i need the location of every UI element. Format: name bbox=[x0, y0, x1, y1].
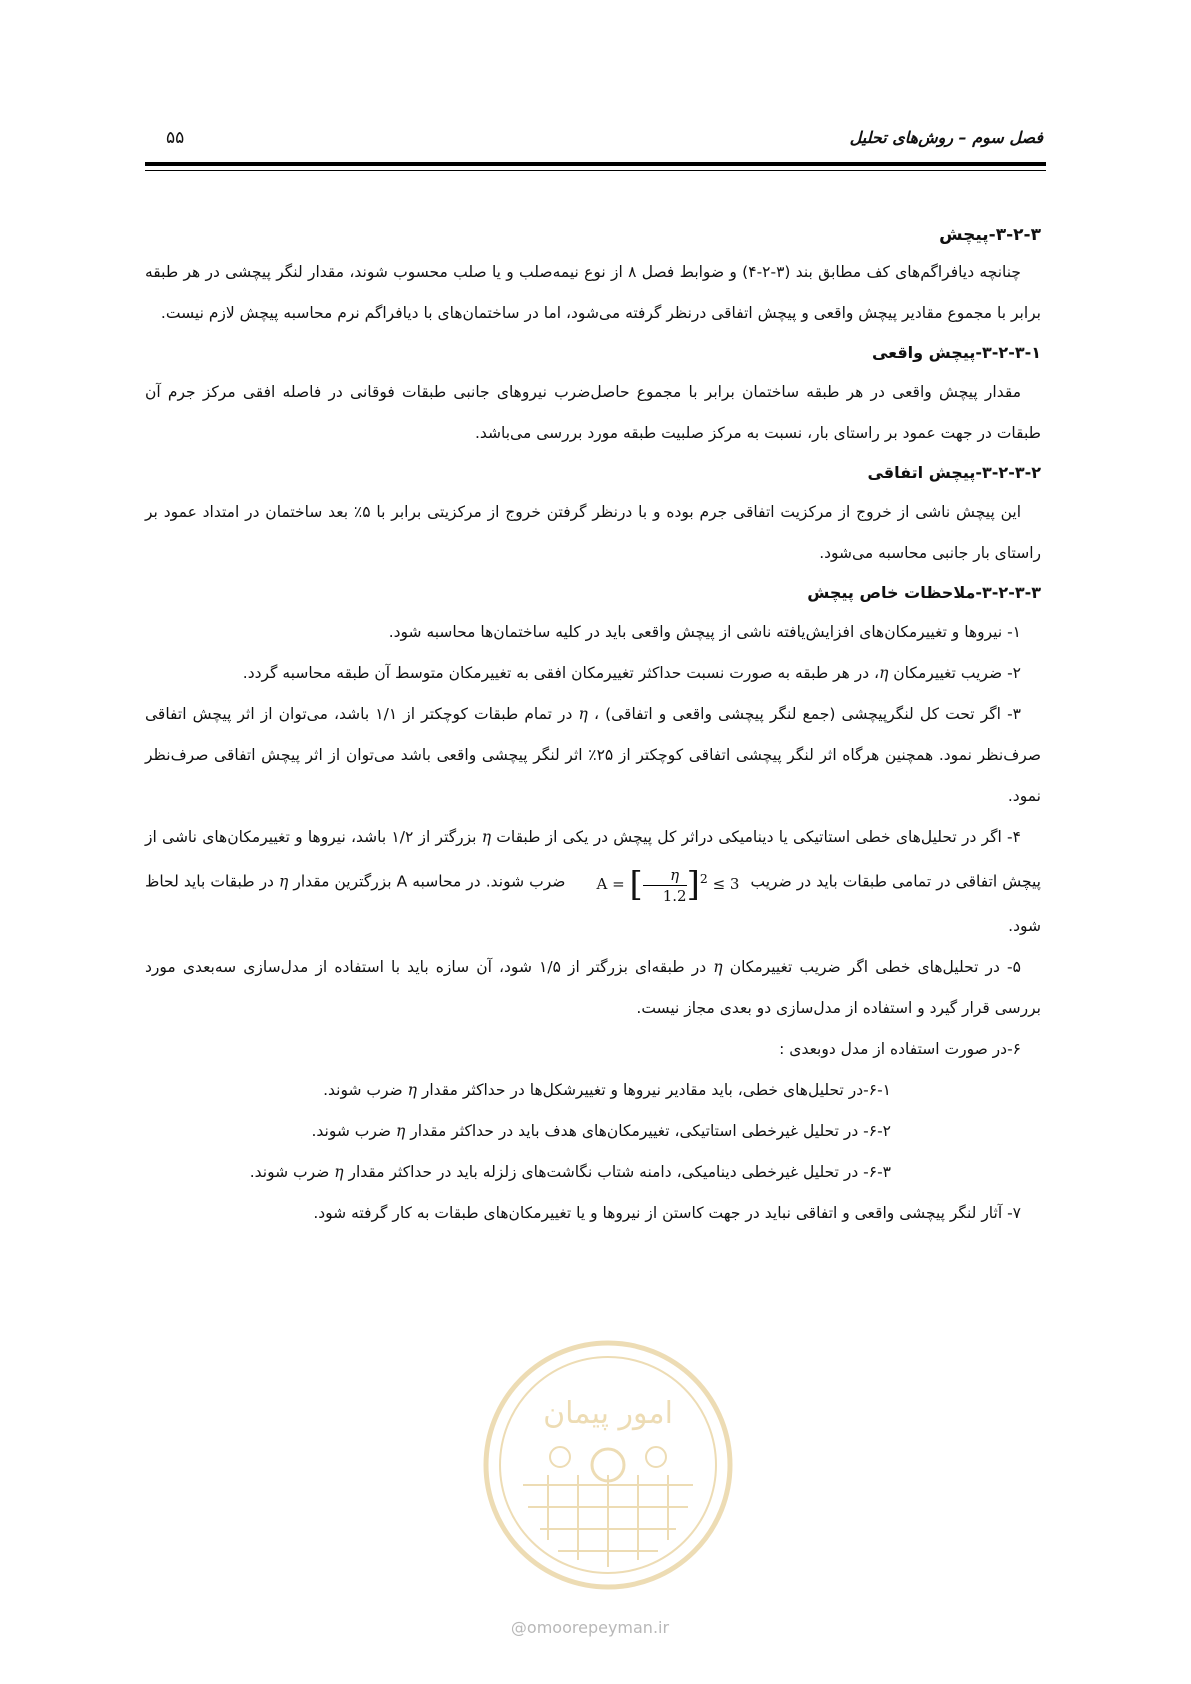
list-item-6-1 bbox=[145, 1070, 1041, 1111]
list-item-3 bbox=[145, 694, 1041, 817]
list-item-6: ۶-در صورت استفاده از مدل دوبعدی : bbox=[779, 1039, 1021, 1058]
eta-symbol: η bbox=[396, 1121, 406, 1140]
formula-fraction bbox=[643, 865, 687, 906]
list-item-6-2 bbox=[145, 1111, 1041, 1152]
paragraph-accidental-torsion: این پیچش ناشی از خروج از مرکزیت اتفاقی جرم بوده و با درنظر گرفتن خروج از مرکزیتی برابر با ۵٪ بعد ساختمان در امتداد عمود بر راستای بار جانبی محاسبه می‌شود. bbox=[145, 503, 1041, 562]
paragraph-actual-torsion: مقدار پیچش واقعی در هر طبقه ساختمان برابر با مجموع حاصل‌ضرب نیروهای جانبی طبقات فوقانی در فاصله افقی مرکز جرم آن طبقات در جهت عمود بر راستای بار، نسبت به مرکز صلبیت طبقه مورد بررسی می‌باشد. bbox=[145, 383, 1041, 442]
list-item-5 bbox=[145, 947, 1041, 1029]
list-item-4-part-c: ضرب شوند. در محاسبه A بزرگترین مقدار bbox=[293, 872, 566, 891]
list-item-6-3-part-a: ۶-۳- در تحلیل غیرخطی دینامیکی، دامنه شتاب نگاشت‌های زلزله باید در حداکثر مقدار bbox=[348, 1162, 891, 1181]
list-item-4-part-b: بزرگتر از ۱/۲ باشد، نیروها و تغییرمکان‌های ناشی از پیچش اتفاقی در تمامی طبقات باید در ضریب bbox=[145, 828, 1041, 891]
watermark-grid-icon bbox=[523, 1475, 693, 1567]
eta-symbol: η bbox=[879, 664, 889, 682]
list-item-6-3-part-b: ضرب شوند. bbox=[249, 1162, 330, 1181]
watermark-url: @omoorepeyman.ir bbox=[510, 1618, 670, 1637]
list-item-4-part-d: در طبقات باید لحاظ شود. bbox=[145, 872, 1041, 935]
eta-symbol: η bbox=[481, 828, 492, 846]
list-item-1: ۱- نیروها و تغییرمکان‌های افزایش‌یافته ناشی از پیچش واقعی باید در کلیه ساختمان‌ها محاسبه شود. bbox=[388, 623, 1021, 641]
eta-symbol: η bbox=[407, 1080, 417, 1099]
list-item-3-part-a: ۳- اگر تحت کل لنگرپیچشی (جمع لنگر پیچشی واقعی و اتفاقی) ، bbox=[593, 705, 1021, 723]
watermark-scale-icon bbox=[550, 1447, 570, 1467]
eta-symbol: η bbox=[713, 957, 723, 976]
list-item-2 bbox=[145, 653, 1041, 694]
formula-exponent: 2 bbox=[699, 871, 708, 886]
section-heading-torsion-considerations: ۳-۲-۳-۳-ملاحظات خاص پیچش bbox=[807, 583, 1041, 602]
eta-symbol: η bbox=[578, 705, 588, 723]
watermark-logo-text: امور پیمان bbox=[543, 1396, 673, 1431]
paragraph-torsion-intro: چنانچه دیافراگم‌های کف مطابق بند (۳-۲-۴) و ضوابط فصل ۸ از نوع نیمه‌صلب و یا صلب محسوب شوند، مقدار لنگر پیچشی در هر طبقه برابر با مجموع مقادیر پیچش واقعی و پیچش اتفاقی درنظر گرفته می‌شود، اما در ساختمان‌های با دیافراگم نرم محاسبه پیچش لازم نیست. bbox=[145, 263, 1041, 322]
section-heading-accidental-torsion: ۳-۲-۳-۲-پیچش اتفاقی bbox=[867, 463, 1041, 482]
section-heading-actual-torsion: ۳-۲-۳-۱-پیچش واقعی bbox=[871, 343, 1041, 362]
formula-numerator: η bbox=[643, 865, 687, 886]
eta-symbol: η bbox=[279, 872, 289, 891]
formula-lhs: A = bbox=[596, 875, 625, 893]
list-item-5-part-a: ۵- در تحلیل‌های خطی اگر ضریب تغییرمکان bbox=[729, 957, 1021, 976]
list-item-6-2-part-a: ۶-۲- در تحلیل غیرخطی استاتیکی، تغییرمکان‌های هدف باید در حداکثر مقدار bbox=[410, 1121, 891, 1140]
header-rule-thin bbox=[145, 170, 1046, 171]
body-content bbox=[145, 218, 1041, 1234]
page-number: ۵۵ bbox=[166, 128, 185, 148]
list-item-6-2-part-b: ضرب شوند. bbox=[311, 1121, 392, 1140]
list-item-5-part-b: در طبقه‌ای بزرگتر از ۱/۵ شود، آن سازه باید با استفاده از مدل‌سازی سه‌بعدی مورد بررسی قرار گیرد و استفاده از مدل‌سازی دو بعدی مجاز نیست. bbox=[145, 957, 1041, 1017]
formula-bracket-left: [ bbox=[629, 864, 643, 905]
list-item-3-part-b: در تمام طبقات کوچکتر از ۱/۱ باشد، می‌توان از اثر پیچش اتفاقی صرف‌نظر نمود. همچنین هرگاه اثر لنگر پیچشی اتفاقی کوچکتر از ۲۵٪ اثر لنگر پیچشی واقعی باشد می‌توان از اثر پیچش اتفاقی صرف‌نظر نمود. bbox=[145, 705, 1041, 805]
list-item-6-1-part-b: ضرب شوند. bbox=[323, 1080, 403, 1099]
header-rule-thick bbox=[145, 162, 1046, 166]
section-heading-torsion: ۳-۲-۳-پیچش bbox=[939, 225, 1041, 245]
watermark-gear-icon bbox=[646, 1447, 666, 1467]
amplification-formula bbox=[577, 858, 740, 906]
chapter-title: فصل سوم – روش‌های تحلیل bbox=[849, 128, 1043, 147]
list-item-2-part-b: ، در هر طبقه به صورت نسبت حداکثر تغییرمکان افقی به تغییرمکان متوسط آن طبقه محاسبه گردد. bbox=[242, 664, 880, 682]
formula-bracket-right: ] bbox=[686, 864, 700, 905]
list-item-6-3 bbox=[145, 1152, 1041, 1193]
running-header bbox=[148, 124, 1043, 154]
watermark-logo bbox=[478, 1335, 738, 1595]
list-item-2-part-a: ۲- ضریب تغییرمکان bbox=[893, 664, 1021, 682]
list-item-4 bbox=[145, 817, 1041, 947]
formula-denominator: 1.2 bbox=[662, 886, 687, 905]
eta-symbol: η bbox=[334, 1162, 344, 1181]
formula-rhs: ≤ 3 bbox=[712, 875, 740, 893]
list-item-7: ۷- آثار لنگر پیچشی واقعی و اتفاقی نباید در جهت کاستن از نیروها و یا تغییرمکان‌های طبقات به کار گرفته شود. bbox=[313, 1203, 1021, 1222]
list-item-6-1-part-a: ۶-۱-در تحلیل‌های خطی، باید مقادیر نیروها و تغییرشکل‌ها در حداکثر مقدار bbox=[421, 1080, 891, 1099]
list-item-4-part-a: ۴- اگر در تحلیل‌های خطی استاتیکی یا دینامیکی دراثر کل پیچش در یکی از طبقات bbox=[496, 828, 1021, 846]
